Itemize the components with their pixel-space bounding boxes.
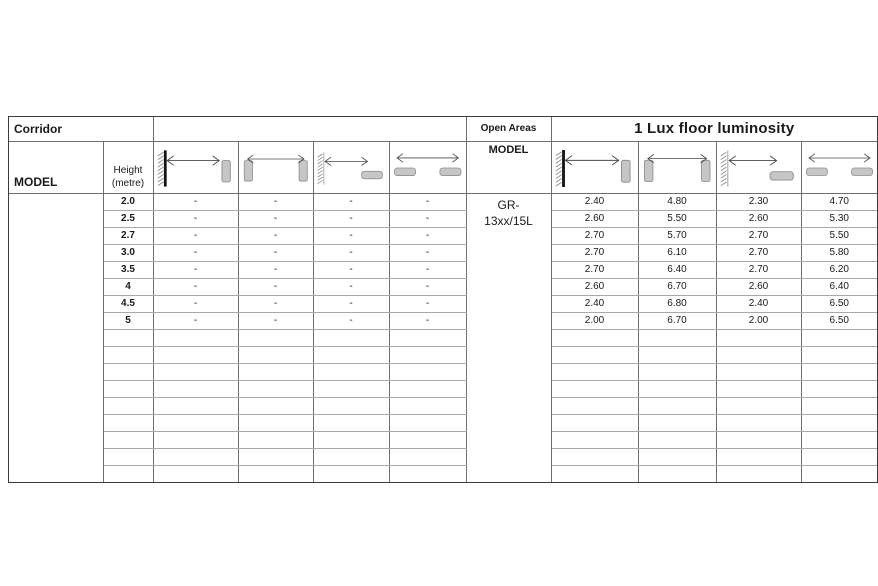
empty-cell bbox=[801, 414, 877, 431]
empty-cell bbox=[551, 414, 638, 431]
empty-cell bbox=[313, 448, 389, 465]
corridor-value-cell: - bbox=[313, 227, 389, 244]
empty-cell bbox=[801, 380, 877, 397]
empty-cell bbox=[716, 363, 801, 380]
corridor-value-cell: - bbox=[389, 278, 466, 295]
empty-cell bbox=[313, 397, 389, 414]
empty-cell bbox=[389, 465, 466, 482]
luminosity-table bbox=[8, 116, 878, 483]
open-areas-value-cell: 2.60 bbox=[716, 278, 801, 295]
empty-cell bbox=[801, 397, 877, 414]
corridor-model-label: MODEL bbox=[9, 141, 103, 193]
open-areas-value-cell: 2.70 bbox=[551, 227, 638, 244]
corridor-icon-col-3 bbox=[313, 141, 389, 193]
empty-cell bbox=[638, 448, 716, 465]
empty-cell bbox=[313, 414, 389, 431]
empty-cell bbox=[389, 363, 466, 380]
corridor-value-cell: - bbox=[238, 312, 313, 329]
empty-cell bbox=[313, 465, 389, 482]
corridor-value-cell: - bbox=[153, 295, 238, 312]
empty-cell bbox=[313, 346, 389, 363]
empty-cell bbox=[238, 397, 313, 414]
empty-table-row bbox=[9, 431, 877, 448]
corridor-icons-header-spacer bbox=[153, 117, 466, 141]
open-areas-value-cell: 6.40 bbox=[638, 261, 716, 278]
empty-cell bbox=[389, 397, 466, 414]
between-wall-mounted-fixtures-spacing-icon bbox=[241, 147, 311, 189]
empty-cell bbox=[238, 414, 313, 431]
open-areas-value-cell: 6.50 bbox=[801, 312, 877, 329]
model-name-line: GR- bbox=[497, 197, 520, 212]
corridor-value-cell: - bbox=[238, 261, 313, 278]
height-cell: 2.5 bbox=[103, 210, 153, 227]
corridor-value-cell: - bbox=[153, 312, 238, 329]
between-wall-mounted-fixtures-spacing-icon bbox=[641, 147, 713, 189]
corridor-value-cell: - bbox=[153, 210, 238, 227]
empty-table-row bbox=[9, 397, 877, 414]
empty-cell bbox=[801, 448, 877, 465]
corridor-value-cell: - bbox=[389, 193, 466, 210]
empty-cell bbox=[638, 363, 716, 380]
empty-cell bbox=[551, 431, 638, 448]
table-row bbox=[9, 261, 877, 278]
empty-cell bbox=[551, 346, 638, 363]
corridor-value-cell: - bbox=[313, 210, 389, 227]
open-areas-value-cell: 2.40 bbox=[551, 295, 638, 312]
corridor-value-cell: - bbox=[238, 210, 313, 227]
table-row bbox=[9, 210, 877, 227]
empty-cell bbox=[389, 414, 466, 431]
empty-cell bbox=[153, 414, 238, 431]
open-areas-value-cell: 6.70 bbox=[638, 312, 716, 329]
between-ceiling-mounted-fixtures-spacing-icon bbox=[392, 147, 463, 189]
empty-cell bbox=[238, 346, 313, 363]
empty-cell bbox=[551, 329, 638, 346]
wall-to-wall-mounted-fixture-spacing-icon bbox=[554, 147, 635, 189]
open-areas-value-cell: 6.80 bbox=[638, 295, 716, 312]
empty-cell bbox=[551, 363, 638, 380]
empty-cell bbox=[389, 346, 466, 363]
table-row bbox=[9, 312, 877, 329]
corridor-value-cell: - bbox=[153, 261, 238, 278]
empty-cell bbox=[551, 465, 638, 482]
empty-cell bbox=[801, 346, 877, 363]
empty-table-row bbox=[9, 363, 877, 380]
empty-cell bbox=[103, 431, 153, 448]
height-column-header bbox=[103, 141, 153, 193]
empty-table-row bbox=[9, 414, 877, 431]
open-areas-value-cell: 2.30 bbox=[716, 193, 801, 210]
corridor-value-cell: - bbox=[389, 261, 466, 278]
empty-cell bbox=[716, 329, 801, 346]
open-areas-value-cell: 6.20 bbox=[801, 261, 877, 278]
open-areas-value-cell: 5.70 bbox=[638, 227, 716, 244]
table-row bbox=[9, 244, 877, 261]
open-areas-value-cell: 6.40 bbox=[801, 278, 877, 295]
corridor-value-cell: - bbox=[238, 193, 313, 210]
open-areas-value-cell: 5.80 bbox=[801, 244, 877, 261]
empty-cell bbox=[238, 363, 313, 380]
empty-cell bbox=[801, 431, 877, 448]
open-areas-icon-col-4 bbox=[801, 141, 877, 193]
empty-cell bbox=[389, 448, 466, 465]
empty-cell bbox=[716, 465, 801, 482]
open-areas-value-cell: 2.70 bbox=[716, 227, 801, 244]
empty-cell bbox=[638, 431, 716, 448]
table-row bbox=[9, 295, 877, 312]
corridor-value-cell: - bbox=[238, 227, 313, 244]
empty-cell bbox=[801, 363, 877, 380]
empty-cell bbox=[638, 346, 716, 363]
empty-cell bbox=[716, 380, 801, 397]
corridor-value-cell: - bbox=[389, 312, 466, 329]
empty-cell bbox=[551, 397, 638, 414]
open-areas-value-cell: 2.70 bbox=[551, 261, 638, 278]
height-cell: 2.7 bbox=[103, 227, 153, 244]
between-ceiling-mounted-fixtures-spacing-icon bbox=[804, 147, 875, 189]
empty-cell bbox=[103, 346, 153, 363]
open-areas-value-cell: 6.50 bbox=[801, 295, 877, 312]
height-cell: 4.5 bbox=[103, 295, 153, 312]
open-areas-model-label: MODEL bbox=[466, 141, 551, 193]
empty-cell bbox=[103, 465, 153, 482]
empty-cell bbox=[313, 363, 389, 380]
corridor-icon-col-1 bbox=[153, 141, 238, 193]
open-areas-value-cell: 6.70 bbox=[638, 278, 716, 295]
open-areas-model-name bbox=[466, 193, 551, 482]
empty-cell bbox=[153, 397, 238, 414]
corridor-value-cell: - bbox=[238, 244, 313, 261]
empty-cell bbox=[638, 380, 716, 397]
corridor-value-cell: - bbox=[313, 312, 389, 329]
corridor-value-cell: - bbox=[153, 193, 238, 210]
model-name-line: 13xx/15L bbox=[484, 213, 533, 228]
wall-to-ceiling-mounted-fixture-spacing-icon bbox=[316, 147, 387, 189]
empty-cell bbox=[638, 465, 716, 482]
open-areas-value-cell: 5.50 bbox=[638, 210, 716, 227]
open-areas-value-cell: 2.70 bbox=[716, 244, 801, 261]
open-areas-icon-col-2 bbox=[638, 141, 716, 193]
open-areas-value-cell: 6.10 bbox=[638, 244, 716, 261]
corridor-value-cell: - bbox=[389, 210, 466, 227]
open-areas-value-cell: 2.60 bbox=[551, 210, 638, 227]
empty-cell bbox=[238, 431, 313, 448]
empty-cell bbox=[103, 363, 153, 380]
empty-cell bbox=[716, 448, 801, 465]
empty-cell bbox=[153, 329, 238, 346]
open-areas-value-cell: 2.40 bbox=[716, 295, 801, 312]
height-cell: 4 bbox=[103, 278, 153, 295]
empty-cell bbox=[153, 346, 238, 363]
table-header-row-1 bbox=[9, 117, 877, 141]
corridor-value-cell: - bbox=[389, 244, 466, 261]
empty-cell bbox=[153, 448, 238, 465]
empty-cell bbox=[716, 431, 801, 448]
empty-cell bbox=[716, 414, 801, 431]
open-areas-value-cell: 2.00 bbox=[716, 312, 801, 329]
empty-cell bbox=[238, 380, 313, 397]
open-areas-section-title: Open Areas bbox=[466, 117, 551, 141]
open-areas-value-cell: 2.00 bbox=[551, 312, 638, 329]
open-areas-value-cell: 2.40 bbox=[551, 193, 638, 210]
open-areas-value-cell: 2.70 bbox=[551, 244, 638, 261]
empty-cell bbox=[103, 414, 153, 431]
empty-cell bbox=[103, 397, 153, 414]
empty-cell bbox=[238, 329, 313, 346]
open-areas-value-cell: 4.70 bbox=[801, 193, 877, 210]
open-areas-value-cell: 2.60 bbox=[716, 210, 801, 227]
height-cell: 3.5 bbox=[103, 261, 153, 278]
empty-cell bbox=[103, 448, 153, 465]
corridor-section-title: Corridor bbox=[9, 117, 153, 141]
empty-table-row bbox=[9, 346, 877, 363]
corridor-value-cell: - bbox=[389, 295, 466, 312]
open-areas-icon-col-1 bbox=[551, 141, 638, 193]
empty-cell bbox=[638, 397, 716, 414]
table-header-row-2 bbox=[9, 141, 877, 193]
height-label-line: (metre) bbox=[111, 177, 145, 189]
empty-cell bbox=[153, 363, 238, 380]
empty-cell bbox=[153, 465, 238, 482]
wall-to-wall-mounted-fixture-spacing-icon bbox=[156, 147, 235, 189]
corridor-model-cell bbox=[9, 193, 103, 482]
empty-cell bbox=[801, 465, 877, 482]
wall-to-ceiling-mounted-fixture-spacing-icon bbox=[719, 147, 798, 189]
open-areas-value-cell: 5.30 bbox=[801, 210, 877, 227]
empty-cell bbox=[153, 431, 238, 448]
open-areas-value-cell: 4.80 bbox=[638, 193, 716, 210]
empty-cell bbox=[551, 380, 638, 397]
empty-table-row bbox=[9, 465, 877, 482]
height-cell: 5 bbox=[103, 312, 153, 329]
empty-cell bbox=[238, 465, 313, 482]
empty-cell bbox=[313, 329, 389, 346]
open-areas-value-cell: 5.50 bbox=[801, 227, 877, 244]
corridor-icon-col-2 bbox=[238, 141, 313, 193]
empty-cell bbox=[389, 431, 466, 448]
empty-cell bbox=[103, 329, 153, 346]
height-cell: 2.0 bbox=[103, 193, 153, 210]
empty-cell bbox=[716, 397, 801, 414]
corridor-value-cell: - bbox=[313, 295, 389, 312]
empty-cell bbox=[801, 329, 877, 346]
empty-cell bbox=[103, 380, 153, 397]
empty-cell bbox=[313, 380, 389, 397]
empty-table-row bbox=[9, 448, 877, 465]
open-areas-value-cell: 2.70 bbox=[716, 261, 801, 278]
corridor-value-cell: - bbox=[238, 278, 313, 295]
table-row bbox=[9, 193, 877, 210]
luminosity-heading: 1 Lux floor luminosity bbox=[551, 117, 877, 141]
height-label-line: Height bbox=[113, 164, 143, 176]
table-row bbox=[9, 227, 877, 244]
corridor-value-cell: - bbox=[313, 261, 389, 278]
corridor-value-cell: - bbox=[313, 278, 389, 295]
open-areas-value-cell: 2.60 bbox=[551, 278, 638, 295]
empty-cell bbox=[238, 448, 313, 465]
empty-cell bbox=[389, 329, 466, 346]
empty-cell bbox=[389, 380, 466, 397]
corridor-value-cell: - bbox=[153, 278, 238, 295]
empty-cell bbox=[551, 448, 638, 465]
empty-cell bbox=[716, 346, 801, 363]
empty-cell bbox=[638, 414, 716, 431]
open-areas-icon-col-3 bbox=[716, 141, 801, 193]
empty-table-row bbox=[9, 329, 877, 346]
table-row bbox=[9, 278, 877, 295]
corridor-value-cell: - bbox=[313, 244, 389, 261]
corridor-value-cell: - bbox=[389, 227, 466, 244]
height-cell: 3.0 bbox=[103, 244, 153, 261]
corridor-value-cell: - bbox=[238, 295, 313, 312]
empty-cell bbox=[313, 431, 389, 448]
corridor-value-cell: - bbox=[313, 193, 389, 210]
corridor-value-cell: - bbox=[153, 244, 238, 261]
empty-cell bbox=[638, 329, 716, 346]
empty-table-row bbox=[9, 380, 877, 397]
corridor-value-cell: - bbox=[153, 227, 238, 244]
corridor-icon-col-4 bbox=[389, 141, 466, 193]
empty-cell bbox=[153, 380, 238, 397]
